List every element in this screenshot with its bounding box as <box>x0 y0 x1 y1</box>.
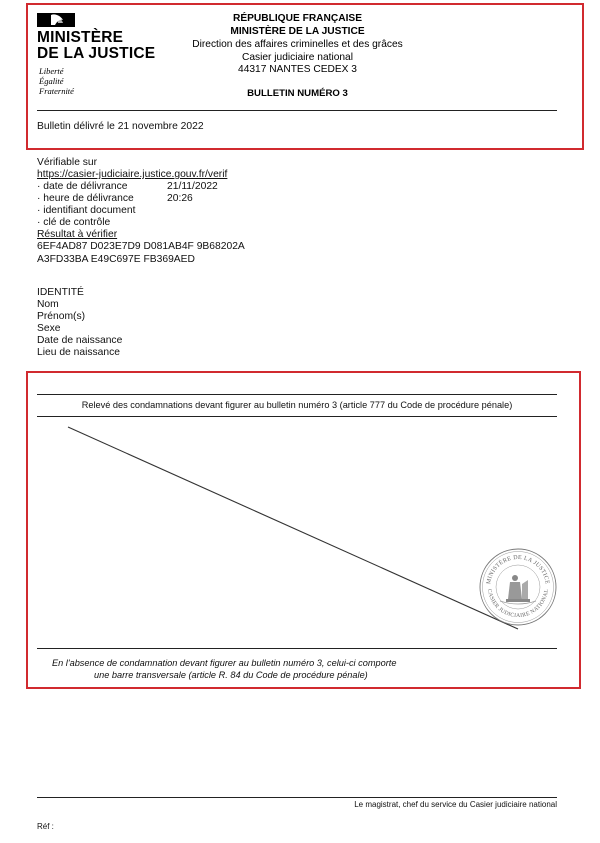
seal-text-top: MINISTÈRE DE LA JUSTICE <box>486 554 550 585</box>
reference-label: Réf : <box>37 822 54 831</box>
verif-title: Vérifiable sur <box>37 157 98 168</box>
verif-row-label: · identifiant document <box>37 205 136 216</box>
delivered-date: Bulletin délivré le 21 novembre 2022 <box>37 121 204 132</box>
verif-code-line-1: 6EF4AD87 D023E7D9 D081AB4F 9B68202A <box>37 241 245 252</box>
identity-field: Nom <box>37 299 59 310</box>
logo-ministere: MINISTÈRE <box>37 29 124 46</box>
republique-francaise: RÉPUBLIQUE FRANÇAISE <box>232 13 363 24</box>
motto-egalite: Égalité <box>39 76 64 86</box>
casier-seal-stamp <box>478 547 558 627</box>
direction-text: Direction des affaires criminelles et des grâces <box>192 39 403 50</box>
verif-row-value: 21/11/2022 <box>167 181 218 192</box>
motto-fraternite: Fraternité <box>39 86 74 96</box>
releve-title: Relevé des condamnations devant figurer au bulletin numéro 3 (article 777 du Code de procédure pénale) <box>81 400 513 410</box>
address-text: 44317 NANTES CEDEX 3 <box>238 64 357 75</box>
identity-field: Prénom(s) <box>37 311 86 322</box>
releve-note-line-1: En l'absence de condamnation devant figurer au bulletin numéro 3, celui-ci comporte <box>52 658 397 668</box>
releve-bottom-rule <box>37 648 557 649</box>
verif-code-line-2: A3FD33BA E49C697E FB369AED <box>37 254 195 265</box>
bulletin-number: BULLETIN NUMÉRO 3 <box>247 88 348 99</box>
logo-de-la-justice: DE LA JUSTICE <box>37 45 156 62</box>
identity-field: Date de naissance <box>37 335 123 346</box>
casier-text: Casier judiciaire national <box>242 52 353 63</box>
verif-row-value: 20:26 <box>167 193 193 204</box>
verif-row-label: · clé de contrôle <box>37 217 111 228</box>
motto-liberte: Liberté <box>39 66 64 76</box>
verif-row-label: · date de délivrance <box>37 181 128 192</box>
verif-row-label: · heure de délivrance <box>37 193 134 204</box>
ministere-title: MINISTÈRE DE LA JUSTICE <box>230 26 365 37</box>
seal-text-bottom: CASIER JUDICIAIRE NATIONAL <box>486 588 550 620</box>
identity-field: Lieu de naissance <box>37 347 121 358</box>
footer-rule <box>37 797 557 798</box>
identity-title: IDENTITÉ <box>37 287 84 298</box>
verif-url-link[interactable]: https://casier-judiciaire.justice.gouv.fr/verif <box>37 169 228 180</box>
result-label: Résultat à vérifier <box>37 229 118 240</box>
identity-field: Sexe <box>37 323 61 334</box>
magistrat-signature-label: Le magistrat, chef du service du Casier judiciaire national <box>354 800 557 809</box>
releve-note-line-2: une barre transversale (article R. 84 du Code de procédure pénale) <box>94 670 368 680</box>
